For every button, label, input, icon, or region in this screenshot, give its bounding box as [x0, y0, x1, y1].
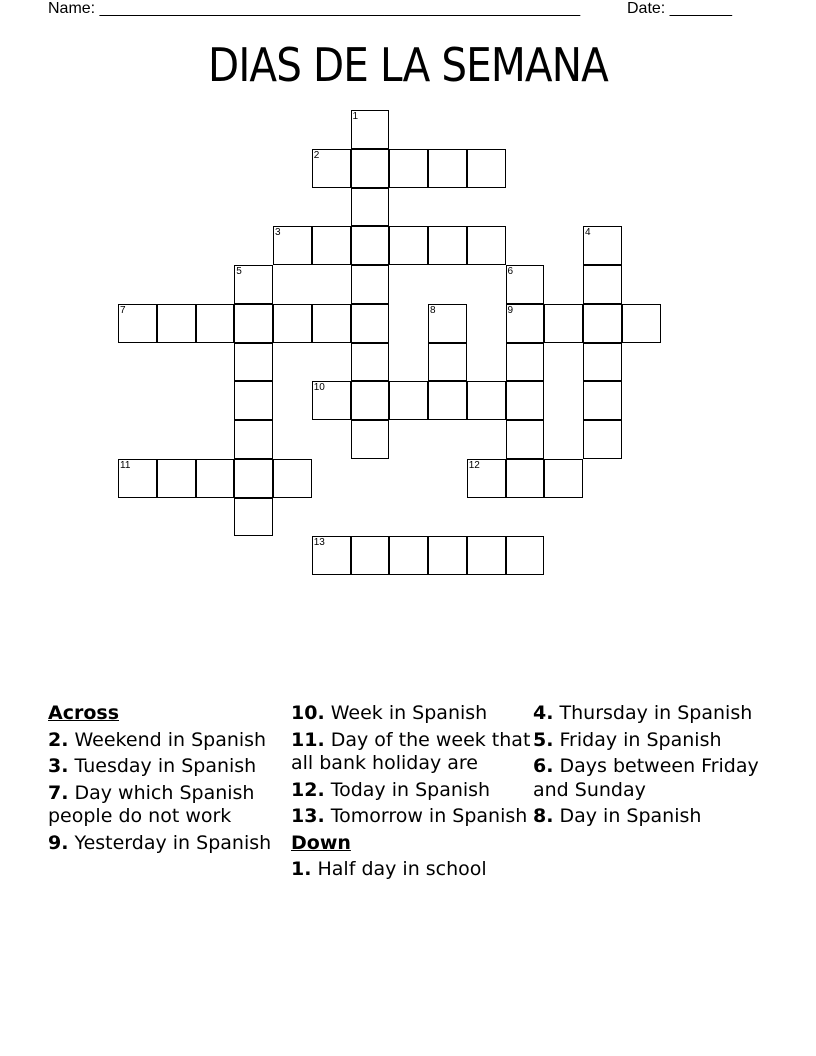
cell-number: 3	[275, 227, 281, 239]
grid-cell[interactable]	[273, 459, 312, 498]
cell-number: 10	[313, 382, 325, 394]
clue-across-13: 13. Tomorrow in Spanish	[291, 805, 528, 827]
grid-cell[interactable]	[583, 265, 622, 304]
clue-across-7: 7. Day which Spanish people do not work	[48, 781, 255, 827]
grid-cell[interactable]	[389, 536, 428, 575]
grid-cell[interactable]	[428, 381, 467, 420]
grid-cell[interactable]	[196, 459, 235, 498]
grid-cell[interactable]	[273, 304, 312, 343]
date-field[interactable]: Date: _______	[627, 0, 732, 17]
grid-cell[interactable]	[428, 149, 467, 188]
clues-column-1	[48, 702, 288, 858]
clue-down-5: 5. Friday in Spanish	[533, 728, 722, 751]
cell-number: 2	[313, 149, 320, 161]
clue-down-8: 8. Day in Spanish	[533, 805, 702, 827]
grid-cell[interactable]	[312, 226, 351, 265]
grid-cell[interactable]	[118, 304, 157, 343]
clue-down-1: 1. Half day in school	[291, 858, 487, 880]
grid-cell[interactable]	[351, 226, 390, 265]
clue-across-3: 3. Tuesday in Spanish	[48, 755, 257, 777]
cell-number: 1	[352, 111, 359, 122]
grid-cell[interactable]	[583, 420, 622, 459]
grid-cell[interactable]	[351, 343, 390, 382]
down-heading: Down	[291, 831, 351, 854]
grid-cell[interactable]	[544, 304, 583, 343]
page-title: DIAS DE LA SEMANA	[208, 38, 608, 92]
grid-cell[interactable]	[389, 149, 428, 188]
grid-cell[interactable]	[506, 265, 545, 304]
cell-number: 7	[120, 304, 126, 316]
grid-cell[interactable]	[389, 226, 428, 265]
grid-cell[interactable]	[234, 459, 273, 498]
cell-number: 4	[585, 227, 591, 239]
grid-cell[interactable]	[467, 226, 506, 265]
grid-cell[interactable]	[234, 343, 273, 382]
grid-cell[interactable]	[351, 149, 390, 188]
grid-cell[interactable]	[234, 420, 273, 459]
cell-number: 12	[468, 459, 480, 471]
grid-cell[interactable]	[351, 265, 390, 304]
grid-cell[interactable]	[428, 536, 467, 575]
grid-cell[interactable]	[351, 536, 390, 575]
grid-cell[interactable]	[583, 304, 622, 343]
grid-cell[interactable]	[312, 381, 351, 420]
grid-cell[interactable]	[428, 226, 467, 265]
cell-number: 6	[507, 266, 514, 277]
across-heading: Across	[48, 702, 120, 724]
grid-cell[interactable]	[312, 304, 351, 343]
grid-cell[interactable]	[544, 459, 583, 498]
grid-cell[interactable]	[506, 459, 545, 498]
grid-cell[interactable]	[351, 110, 390, 149]
grid-cell[interactable]	[428, 343, 467, 382]
clues-column-2	[291, 702, 531, 885]
grid-cell[interactable]	[234, 498, 273, 537]
grid-cell[interactable]	[157, 304, 196, 343]
clue-down-4: 4. Thursday in Spanish	[533, 702, 753, 724]
cell-number: 5	[236, 266, 242, 277]
grid-cell[interactable]	[351, 304, 390, 343]
cell-number: 11	[120, 459, 131, 471]
grid-cell[interactable]	[389, 381, 428, 420]
cell-number: 9	[507, 304, 514, 316]
grid-cell[interactable]	[583, 381, 622, 420]
clue-across-9: 9. Yesterday in Spanish	[48, 831, 272, 854]
grid-cell[interactable]	[428, 304, 467, 343]
grid-cell[interactable]	[467, 381, 506, 420]
grid-cell[interactable]	[351, 420, 390, 459]
grid-cell[interactable]	[234, 304, 273, 343]
cell-number: 8	[430, 304, 436, 316]
grid-cell[interactable]	[196, 304, 235, 343]
clue-across-11: 11. Day of the week that all bank holiday are	[291, 728, 531, 774]
grid-cell[interactable]	[583, 343, 622, 382]
grid-cell[interactable]	[506, 536, 545, 575]
grid-cell[interactable]	[157, 459, 196, 498]
clues-column-3	[533, 702, 773, 832]
grid-cell[interactable]	[234, 265, 273, 304]
clue-down-6: 6. Days between Friday and Sunday	[533, 755, 759, 801]
grid-cell[interactable]	[467, 459, 506, 498]
grid-cell[interactable]	[506, 304, 545, 343]
grid-cell[interactable]	[467, 149, 506, 188]
grid-cell[interactable]	[351, 381, 390, 420]
grid-cell[interactable]	[312, 149, 351, 188]
clue-across-12: 12. Today in Spanish	[291, 778, 491, 801]
clue-across-2: 2. Weekend in Spanish	[48, 728, 267, 751]
grid-cell[interactable]	[467, 536, 506, 575]
name-field[interactable]: Name: ______________________________________________________	[48, 0, 581, 17]
grid-cell[interactable]	[351, 188, 390, 227]
grid-cell[interactable]	[506, 381, 545, 420]
grid-cell[interactable]	[622, 304, 661, 343]
cell-number: 13	[313, 537, 325, 549]
grid-cell[interactable]	[118, 459, 157, 498]
clue-across-10: 10. Week in Spanish	[291, 702, 488, 724]
grid-cell[interactable]	[506, 420, 545, 459]
grid-cell[interactable]	[273, 226, 312, 265]
grid-cell[interactable]	[312, 536, 351, 575]
grid-cell[interactable]	[506, 343, 545, 382]
grid-cell[interactable]	[234, 381, 273, 420]
grid-cell[interactable]	[583, 226, 622, 265]
